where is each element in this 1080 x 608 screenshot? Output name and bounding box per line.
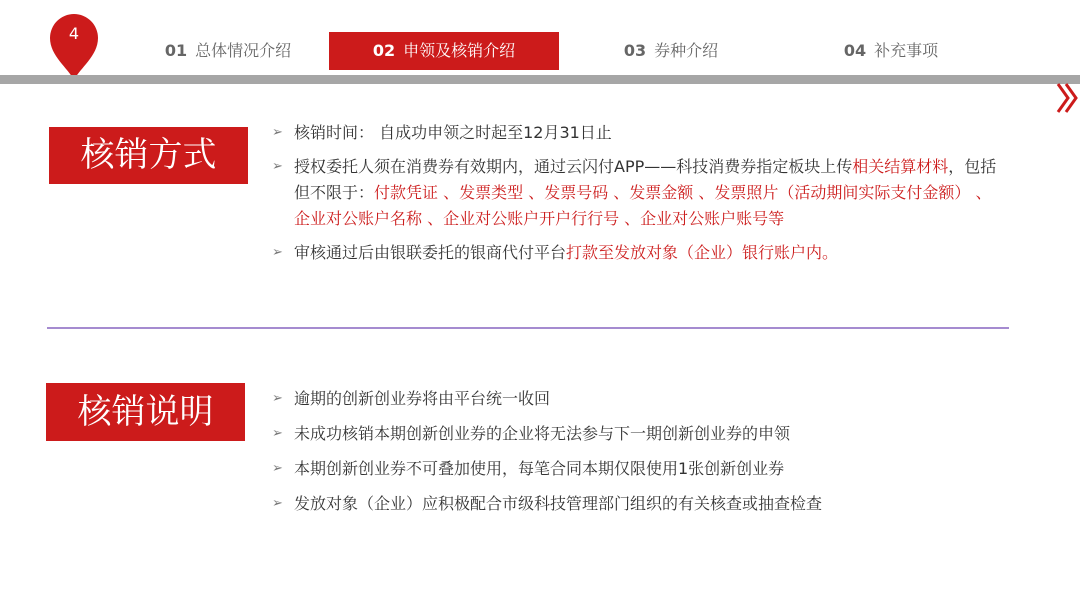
bullet-text: 发放对象（企业）应积极配合市级科技管理部门组织的有关核查或抽查检查 (294, 494, 823, 513)
arrow-bullet-icon: ➢ (272, 125, 283, 140)
tab-number: 01 (164, 41, 188, 60)
section-title-redeem-notes: 核销说明 (46, 383, 245, 441)
section-divider (47, 327, 1009, 329)
arrow-bullet-icon: ➢ (272, 496, 283, 511)
list-item (272, 491, 1007, 517)
page-number: 4 (68, 24, 80, 43)
bullet-text: 逾期的创新创业券将由平台统一收回 (294, 389, 551, 408)
tab-voucher-types[interactable] (606, 32, 736, 70)
highlight-text: 相关结算材料 (852, 157, 949, 176)
bullet-text: 本期创新创业券不可叠加使用，每笔合同本期仅限使用1张创新创业券 (294, 459, 785, 478)
list-item (272, 456, 1007, 482)
tab-label: 申领及核销介绍 (403, 41, 516, 60)
bullet-text: 核销时间： 自成功申领之时起至12月31日止 (294, 123, 612, 142)
tab-label: 总体情况介绍 (195, 41, 292, 60)
list-item (272, 386, 1007, 412)
arrow-bullet-icon: ➢ (272, 245, 283, 260)
tab-apply-redeem[interactable] (329, 32, 559, 70)
arrow-bullet-icon: ➢ (272, 461, 283, 476)
highlight-text: 付款凭证 、发票类型 、发票号码 、发票金额 、发票照片（活动期间实际支付金额） 、企业对公账户名称 、企业对公账户开户行行号 、企业对公账户账号等 (294, 183, 992, 228)
tab-number: 04 (843, 41, 867, 60)
tab-number: 02 (372, 41, 396, 60)
arrow-bullet-icon: ➢ (272, 159, 283, 174)
list-item (272, 120, 1007, 146)
bullet-text: 未成功核销本期创新创业券的企业将无法参与下一期创新创业券的申领 (294, 424, 791, 443)
tab-number: 03 (623, 41, 647, 60)
map-pin-icon (48, 12, 100, 82)
tab-supplementary[interactable] (826, 32, 956, 70)
chevron-right-icon (1056, 78, 1080, 118)
tab-overview[interactable] (148, 32, 308, 70)
bullet-text: 授权委托人须在消费券有效期内，通过云闪付APP——科技消费券指定板块上传 (294, 157, 853, 176)
arrow-bullet-icon: ➢ (272, 391, 283, 406)
tab-label: 券种介绍 (654, 41, 719, 60)
list-item (272, 421, 1007, 447)
list-item (272, 154, 1007, 232)
bullet-text: 审核通过后由银联委托的银商代付平台 (294, 243, 567, 262)
nav-bar (0, 75, 1080, 84)
redeem-method-list (272, 120, 1007, 266)
bullet-text: ，包括但不限于： (294, 157, 997, 202)
tab-label: 补充事项 (874, 41, 939, 60)
redeem-notes-list (272, 386, 1007, 517)
section-title-redeem-method: 核销方式 (49, 127, 248, 184)
highlight-text: 打款至发放对象（企业）银行账户内。 (566, 243, 839, 262)
list-item (272, 240, 1007, 266)
arrow-bullet-icon: ➢ (272, 426, 283, 441)
